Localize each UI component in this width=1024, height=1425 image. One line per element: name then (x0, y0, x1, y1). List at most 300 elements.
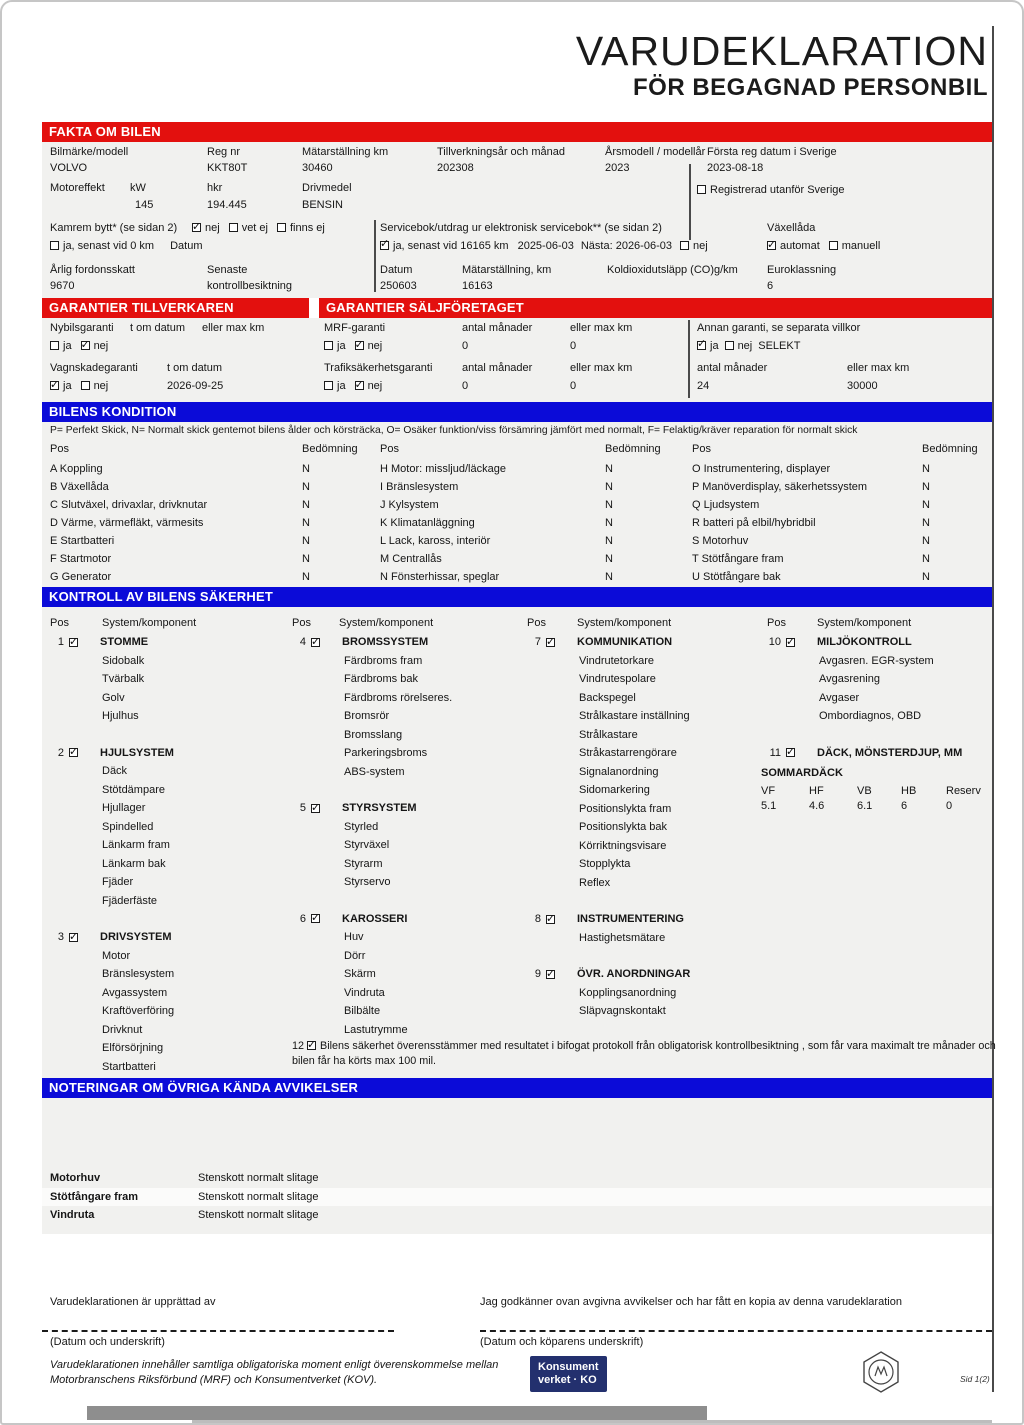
kontroll-item: Parkeringsbroms (344, 747, 428, 759)
checkbox-option (192, 222, 220, 234)
kontroll-item: Hjullager (102, 802, 146, 814)
part-note: Stenskott normalt slitage (198, 1172, 319, 1185)
checkbox-label: nej (737, 340, 753, 352)
kondition-grade: N (922, 553, 930, 565)
checkbox-label: nej (692, 240, 708, 252)
field-label: Första reg datum i Sverige (707, 146, 837, 158)
kontroll-item: Ombordiagnos, OBD (819, 710, 922, 722)
field-co2 (607, 264, 738, 280)
kontroll-item: Styrväxel (344, 839, 390, 851)
system-header: System/komponent (817, 617, 912, 629)
checkbox-label: ja (63, 340, 72, 352)
section-header-garanti-tillverkaren: GARANTIER TILLVERKAREN (42, 298, 309, 318)
kondition-item-label: C Slutväxel, drivaxlar, drivknutar (50, 499, 208, 511)
kontroll-item: Skärm (344, 968, 376, 980)
scan-artifact-bar (87, 1406, 707, 1420)
tyre-depth-value: 4.6 (809, 800, 825, 812)
kontroll-group-stomme (50, 633, 285, 726)
field-fordonsskatt (50, 264, 135, 293)
checkbox-icon (697, 185, 706, 194)
tyre-depth-value: 6.1 (857, 800, 873, 812)
checkbox-icon (50, 241, 59, 250)
kondition-row (50, 478, 342, 496)
kontroll-item: Stråkastarrengörare (579, 747, 677, 759)
field-label: Bilmärke/modell (50, 146, 129, 158)
checkbox-option (229, 222, 268, 234)
kondition-item-label: I Bränslesystem (380, 481, 459, 493)
kondition-grade: N (302, 553, 310, 565)
konsumentverket-badge (530, 1356, 607, 1392)
checkbox-label: ja, senast vid 16165 km (393, 240, 509, 252)
field-label: Årsmodell / modellår (605, 146, 706, 158)
group-items (50, 947, 285, 1077)
part-note: Stenskott normalt slitage (198, 1190, 319, 1203)
group-header (292, 633, 520, 652)
kondition-row (692, 460, 962, 478)
divider-line (689, 164, 691, 240)
kontroll-item: Backspegel (579, 691, 636, 704)
annan-manader-value: 24 (697, 380, 710, 392)
kondition-item-label: L Lack, kaross, interiör (380, 535, 491, 547)
checkbox-option (81, 380, 109, 392)
checkbox-icon (81, 341, 90, 350)
kondition-grade: N (922, 535, 930, 547)
kontroll-item: ABS-system (344, 765, 405, 778)
kondition-row (50, 550, 342, 568)
field-label: Årlig fordonsskatt (50, 264, 135, 276)
kondition-row (692, 496, 962, 514)
signature-caption-left: (Datum och underskrift) (50, 1336, 165, 1348)
kontroll-group-miljokontroll (767, 633, 992, 726)
field-label: Mätarställning km (302, 146, 389, 158)
kontroll-item: Vindruta (344, 986, 385, 999)
checkbox-icon (697, 341, 706, 350)
divider-line (688, 320, 690, 398)
tom-datum-label: t om datum (167, 362, 223, 374)
group-title: ÖVR. ANORDNINGAR (577, 968, 691, 981)
kontroll-item: Dörr (344, 949, 366, 962)
kondition-row (50, 514, 342, 532)
annan-km-value: 30000 (847, 380, 878, 392)
checkbox-icon (307, 1041, 316, 1050)
kondition-row (380, 478, 645, 496)
checkbox-option (81, 340, 109, 352)
tyre-table (761, 767, 992, 812)
kondition-grade: N (302, 535, 310, 547)
kontroll-column-4 (761, 633, 992, 812)
checkbox-label: ja, senast vid 0 km (63, 240, 155, 252)
checkbox-label: ja (63, 380, 72, 392)
kondition-grade: N (922, 499, 930, 511)
pos-header: Pos (692, 443, 711, 455)
tyre-depth-value: 5.1 (761, 800, 777, 812)
part-note: Stenskott normalt slitage (198, 1209, 319, 1222)
section-header-garanti-salj: GARANTIER SÄLJFÖRETAGET (319, 298, 992, 318)
mrf-km-value: 0 (570, 340, 577, 352)
checkbox-icon (725, 341, 734, 350)
hkr-value: 194.445 (207, 199, 247, 211)
group-title: DÄCK, MÖNSTERDJUP, MM (817, 746, 963, 759)
field-value: 202308 (437, 162, 474, 174)
checkbox-icon (229, 223, 238, 232)
group-title: KOMMUNIKATION (577, 636, 673, 649)
kondition-item-label: G Generator (50, 571, 112, 583)
kontroll-item: Länkarm fram (102, 839, 170, 851)
service-nasta: Nästa: 2026-06-03 (580, 240, 672, 252)
tyre-value-row (761, 800, 992, 812)
field-value: 2023 (605, 162, 630, 174)
group-title: BROMSSYSTEM (342, 636, 429, 649)
field-label: Euroklassning (767, 264, 837, 276)
kondition-grade: N (302, 463, 310, 475)
kondition-item-label: A Koppling (50, 463, 103, 475)
kontroll-section (42, 607, 996, 1078)
kontroll-group-karosseri (292, 910, 520, 1040)
checkbox-icon (324, 381, 333, 390)
kontroll-item: Spindelled (102, 820, 154, 833)
checkbox-icon (50, 381, 59, 390)
kondition-row (380, 460, 645, 478)
noteringar-row (42, 1206, 992, 1225)
vagnskadegaranti-label: Vagnskadegaranti (50, 362, 138, 374)
group-number: 5 (299, 802, 306, 815)
checkbox-icon (829, 241, 838, 250)
field-value: VOLVO (50, 162, 88, 174)
field-euroklassning (767, 264, 836, 293)
bedomning-header: Bedömning (605, 443, 661, 455)
group-number: 2 (57, 746, 64, 759)
field-forsta-reg (707, 146, 837, 175)
group-title: HJULSYSTEM (100, 746, 174, 759)
drivmedel-label: Drivmedel (302, 182, 352, 194)
motoreffekt-label: Motoreffekt (50, 182, 105, 194)
field-value: 30460 (302, 162, 333, 174)
group-number: 4 (299, 636, 306, 649)
kontroll-item: Sidobalk (102, 654, 145, 667)
kontroll-group-instrumentering (527, 910, 762, 947)
field-label: Koldioxidutsläpp (CO)g/km (607, 264, 738, 276)
vaxellada-label: Växellåda (767, 222, 816, 234)
tyre-position-header: HF (809, 785, 824, 797)
pos-header: Pos (50, 443, 69, 455)
kondition-grade: N (605, 535, 613, 547)
service-datum: 2025-06-03 (517, 240, 574, 252)
section-header-kontroll: KONTROLL AV BILENS SÄKERHET (42, 587, 992, 607)
group-title: MILJÖKONTROLL (817, 636, 912, 649)
kondition-row (692, 568, 962, 586)
kontroll-item: Släpvagnskontakt (579, 1005, 666, 1017)
registrerad-utanfor-sverige (697, 184, 845, 197)
divider-line (374, 220, 376, 292)
section-header-noteringar: NOTERINGAR OM ÖVRIGA KÄNDA AVVIKELSER (42, 1078, 992, 1098)
group-header (767, 744, 992, 763)
section-header-fakta: FAKTA OM BILEN (42, 122, 992, 142)
field-value: kontrollbesiktning (207, 280, 292, 292)
mrf-options (324, 340, 391, 352)
field-label: Tillverkningsår och månad (437, 146, 565, 158)
kondition-item-label: E Startbatteri (50, 535, 115, 547)
noteringar-row (42, 1188, 992, 1207)
system-header: System/komponent (577, 617, 672, 629)
kamrem-options (192, 222, 334, 234)
kondition-item-label: F Startmotor (50, 553, 112, 565)
checkbox-icon (546, 915, 555, 924)
field-value: 250603 (380, 280, 417, 292)
document-title: VARUDEKLARATION (575, 28, 988, 74)
field-besiktning-matarstallning (462, 264, 551, 293)
part-name: Vindruta (50, 1209, 95, 1222)
checkbox-label: ja (710, 340, 719, 352)
checkbox-label: nej (205, 222, 220, 234)
kw-value: 145 (135, 199, 154, 211)
trafik-km-value: 0 (570, 380, 577, 392)
kontroll-item: Drivknut (102, 1023, 143, 1036)
kondition-grade: N (605, 463, 613, 475)
prepared-by-label: Varudeklarationen är upprättad av (50, 1296, 216, 1308)
field-matarstallning (302, 146, 388, 175)
kondition-column-3 (692, 460, 962, 586)
kondition-row (50, 496, 342, 514)
checkbox-icon (767, 241, 776, 250)
kontroll-group-hjulsystem (50, 744, 285, 911)
group-items (292, 652, 520, 782)
antal-manader-label: antal månader (462, 322, 533, 334)
checkbox-label: nej (93, 340, 109, 352)
kontroll-item: Körriktningsvisare (579, 839, 667, 852)
kondition-row (692, 532, 962, 550)
kondition-grade: N (922, 571, 930, 583)
kontroll-column-3 (527, 633, 762, 1021)
kondition-grade: N (922, 517, 930, 529)
kondition-row (380, 532, 645, 550)
tyre-subtitle: SOMMARDÄCK (761, 767, 843, 779)
kontroll-item: Stötdämpare (102, 783, 165, 796)
field-value: 6 (767, 280, 774, 292)
kamrem-label: Kamrem bytt* (se sidan 2) (50, 222, 178, 234)
kontroll-group-styrsystem (292, 799, 520, 892)
group-number: 3 (57, 931, 64, 944)
field-bilmarke (50, 146, 128, 175)
checkbox-icon (355, 341, 364, 350)
checkbox-icon (355, 381, 364, 390)
group-items (50, 652, 285, 726)
checkbox-icon (69, 748, 78, 757)
field-senaste-besiktning (207, 264, 292, 293)
pos-header: Pos (380, 443, 399, 455)
tyre-position-header: HB (901, 785, 917, 797)
kontroll-item: Strålkastare (579, 728, 638, 741)
group-items (527, 984, 762, 1021)
document-subtitle: FÖR BEGAGNAD PERSONBIL (632, 74, 988, 101)
kontroll-item: Avgasren. EGR-system (819, 654, 934, 667)
checkbox-label: manuell (841, 240, 881, 252)
noteringar-rows (42, 1169, 992, 1225)
checkbox-icon (786, 748, 795, 757)
annan-options (697, 340, 758, 352)
kondition-row (380, 514, 645, 532)
kontroll-item: Färdbroms rörelseres. (344, 691, 453, 704)
kontroll-item: Elförsörjning (102, 1042, 164, 1054)
group-number: 7 (534, 636, 541, 649)
kontroll-item: Kopplingsanordning (579, 986, 677, 999)
title-block (576, 28, 988, 102)
group-title: STOMME (100, 636, 149, 649)
kontroll-item: Signalanordning (579, 765, 659, 778)
vaxellada-options (767, 240, 889, 252)
kontroll-item: Positionslykta fram (579, 802, 672, 815)
group-header (292, 799, 520, 818)
nybilsgaranti-options (50, 340, 117, 352)
group-number: 8 (534, 913, 541, 926)
kontroll-item: Reflex (579, 876, 611, 889)
annan-garanti-label: Annan garanti, se separata villkor (697, 322, 861, 334)
group-number: 11 (769, 746, 781, 759)
checkbox-icon (311, 914, 320, 923)
kontroll-item: Färdbroms bak (344, 673, 418, 685)
group-items (292, 818, 520, 892)
trafiksakerhets-label: Trafiksäkerhetsgaranti (324, 362, 433, 374)
checkbox-option (50, 380, 72, 392)
checkbox-label: ja (337, 380, 346, 392)
kamrem-ja-row (50, 240, 203, 253)
vagnskadegaranti-options (50, 380, 117, 392)
signature-line-left (42, 1330, 394, 1332)
kontroll-item: Lastutrymme (344, 1023, 408, 1036)
kondition-item-label: U Stötfångare bak (692, 571, 781, 583)
group-title: KAROSSERI (342, 912, 408, 925)
servicebok-row (380, 240, 708, 253)
checkbox-option (277, 222, 325, 234)
group-number: 10 (768, 636, 781, 649)
max-km-label: eller max km (570, 322, 633, 334)
kontroll-note-12 (292, 1039, 998, 1069)
group-header (767, 633, 992, 652)
kondition-grade: N (302, 517, 310, 529)
checkbox-icon (277, 223, 286, 232)
kontroll-item: Styrarm (344, 857, 383, 870)
legal-text: Varudeklarationen innehåller samtliga obligatoriska moment enligt överenskommelse mellan Motorbranschens Riksförbund (MRF) och Konsumentverket (KOV). (50, 1359, 499, 1386)
group-items (527, 652, 762, 893)
checkbox-icon (324, 341, 333, 350)
max-km-label: eller max km (570, 362, 633, 374)
checkbox-option (725, 340, 753, 353)
checkbox-icon (546, 638, 555, 647)
checkbox-label: ja (337, 340, 346, 352)
drivmedel-value: BENSIN (302, 199, 343, 211)
kontroll-item: Hjulhus (102, 710, 139, 722)
kondition-row (50, 460, 342, 478)
kondition-item-label: Q Ljudsystem (692, 499, 760, 511)
group-items (50, 762, 285, 910)
checkbox-icon (311, 804, 320, 813)
kondition-grade: N (302, 481, 310, 493)
tyre-position-header: VB (857, 785, 872, 797)
kontroll-item: Fjäderfäste (102, 894, 158, 907)
kondition-row (380, 568, 645, 586)
kontroll-item: Tvärbalk (102, 673, 145, 685)
kondition-section (42, 422, 992, 587)
mrf-emblem (857, 1348, 905, 1396)
servicebok-label: Servicebok/utdrag ur elektronisk servicebok** (se sidan 2) (380, 222, 662, 234)
checkbox-icon (546, 970, 555, 979)
kondition-column-1 (50, 460, 342, 586)
annan-garanti-row (697, 340, 800, 353)
kw-label: kW (130, 182, 146, 194)
kondition-item-label: M Centrallås (380, 553, 442, 565)
trafik-manader-value: 0 (462, 380, 469, 392)
tom-datum-label: t om datum (130, 322, 186, 334)
kondition-item-label: P Manöverdisplay, säkerhetssystem (692, 481, 868, 493)
part-name: Stötfångare fram (50, 1190, 139, 1203)
checkbox-icon (69, 933, 78, 942)
page-number: Sid 1(2) (960, 1374, 990, 1384)
kontroll-item: Avgassystem (102, 986, 168, 999)
pos-header: Pos (50, 617, 69, 629)
hkr-label: hkr (207, 182, 223, 194)
kontroll-item: Avgasrening (819, 673, 880, 685)
kondition-legend: P= Perfekt Skick, N= Normalt skick gentemot bilens ålder och körsträcka, O= Osäker funktion/viss försämring jämfört med normalt, F= Felaktig/kräver reparation för normalt skick (50, 425, 858, 436)
tyre-position-header: VF (761, 785, 776, 797)
kontroll-item: Styrservo (344, 876, 391, 888)
group-items (767, 652, 992, 726)
kontroll-item: Bromsrör (344, 710, 390, 722)
max-km-label: eller max km (847, 362, 910, 374)
section-header-kondition: BILENS KONDITION (42, 402, 992, 422)
kontroll-item: Hastighetsmätare (579, 931, 666, 944)
kontroll-item: Kraftöverföring (102, 1005, 175, 1017)
group-title: DRIVSYSTEM (100, 931, 172, 944)
group-header (527, 965, 762, 984)
tyre-header-row (761, 785, 992, 797)
kontroll-item: Strålkastare inställning (579, 710, 690, 722)
kondition-grade: N (605, 553, 613, 565)
checkbox-option (697, 340, 719, 353)
note-text: Bilens säkerhet överensstämmer med resultatet i bifogat protokoll från obligatorisk kontrollbesiktning , som får vara maximalt tre månader och bilen får ha körts max 100 mil. (292, 1040, 996, 1067)
badge-line-1: Konsument (538, 1361, 599, 1373)
checkbox-label: nej (367, 380, 383, 392)
kontroll-item: Sidomarkering (579, 784, 650, 796)
checkbox-icon (50, 341, 59, 350)
kondition-item-label: K Klimatanläggning (380, 517, 475, 529)
checkbox-option (324, 380, 346, 392)
group-header (50, 744, 285, 763)
kontroll-item: Fjäder (102, 876, 134, 888)
pos-header: Pos (767, 617, 786, 629)
kondition-item-label: R batteri på elbil/hybridbil (692, 517, 816, 529)
signature-caption-right: (Datum och köparens underskrift) (480, 1336, 644, 1348)
annan-extra: SELEKT (758, 340, 801, 352)
fakta-section (42, 142, 992, 298)
mrf-manader-value: 0 (462, 340, 469, 352)
pos-header: Pos (292, 617, 311, 629)
badge-line-2: verket · KO (538, 1374, 597, 1386)
checkbox-icon (786, 638, 795, 647)
kontroll-item: Länkarm bak (102, 857, 166, 870)
group-number: 1 (57, 636, 64, 649)
checkbox-label: Registrerad utanför Sverige (710, 184, 845, 196)
kontroll-group-dack (761, 744, 992, 813)
group-header (527, 910, 762, 929)
field-besiktning-datum (380, 264, 417, 293)
checkbox-icon (69, 638, 78, 647)
group-number: 6 (299, 912, 306, 925)
kondition-row (380, 496, 645, 514)
checkbox-option (50, 340, 72, 352)
field-value: 9670 (50, 280, 75, 292)
kondition-grade: N (605, 517, 613, 529)
group-title: STYRSYSTEM (342, 802, 417, 815)
kondition-item-label: S Motorhuv (692, 535, 749, 547)
